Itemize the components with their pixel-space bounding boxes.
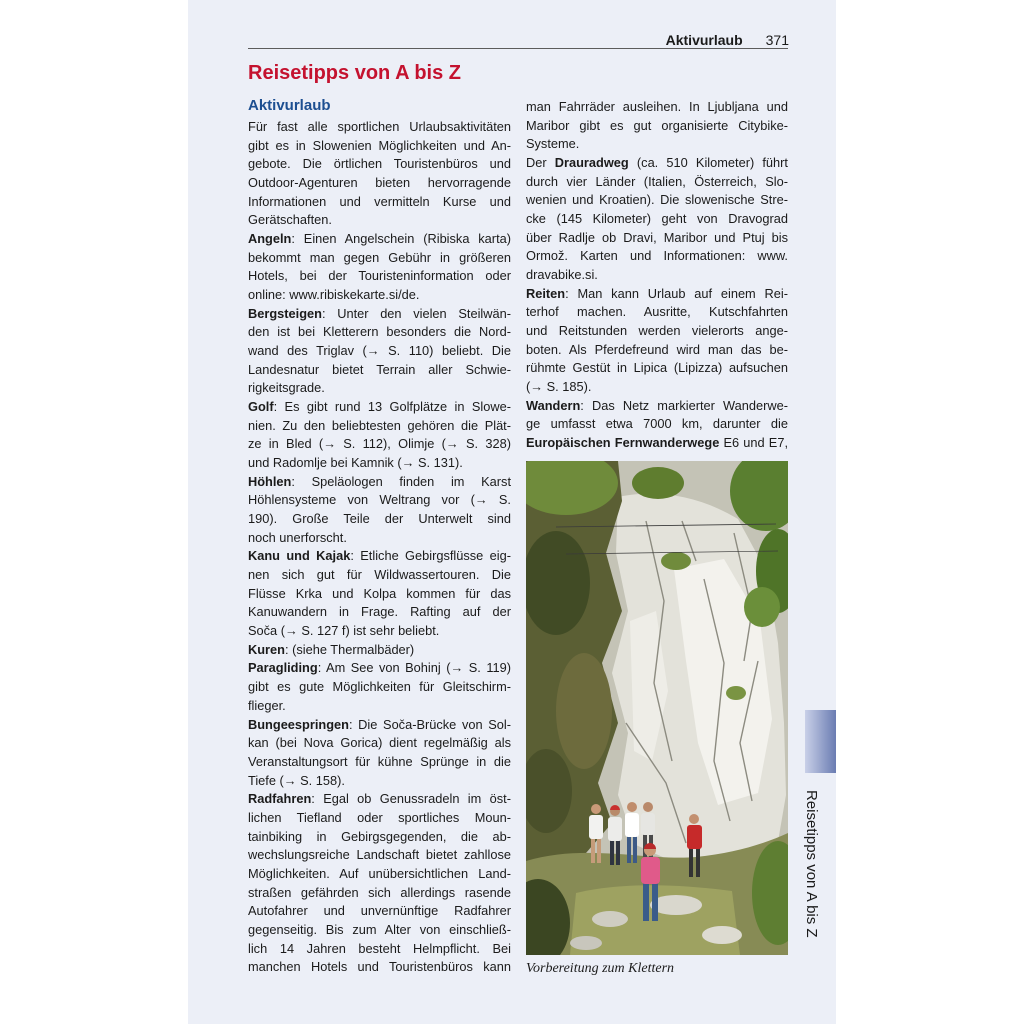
shrub-right xyxy=(744,587,780,627)
text-line xyxy=(248,547,511,566)
text-line: Kanuwandern in Frage. Rafting auf der xyxy=(248,604,511,620)
text-segment: E6 und E7, xyxy=(719,435,788,451)
text-line: Veranstaltungsort für kühne Sprünge in die xyxy=(248,753,511,769)
paragraph xyxy=(248,230,511,305)
text-segment: : Die Soča-Brücke von Sol- xyxy=(348,716,511,732)
text-line: terhof machen. Ausritte, Kutschfahrten xyxy=(526,304,788,320)
thumb-index-label: Reisetipps von A bis Z xyxy=(803,790,820,938)
text-segment: : Am See von Bohinj (→ S. 119) xyxy=(317,660,511,676)
moss-patch xyxy=(661,552,691,570)
climber-leg xyxy=(610,839,614,865)
climber-torso xyxy=(625,813,639,837)
paragraph xyxy=(526,98,788,154)
text-line: Tiefe (→ S. 158). xyxy=(248,772,345,788)
text-line: lich 14 Jahren besteht Helmpflicht. Bei xyxy=(248,940,511,956)
paragraph xyxy=(248,473,511,548)
text-line: Flüsse Krka und Kolpa kommen für das xyxy=(248,585,511,601)
text-line: tainbiking in Gebirgsgegenden, die ab- xyxy=(248,828,511,844)
paragraph xyxy=(526,285,788,397)
keyword-term: Golf xyxy=(248,399,274,415)
text-line: wenien und Kroatien). Die slowenische Stre- xyxy=(526,192,788,208)
text-line: den ist bei Kletterern besonders die Nord- xyxy=(248,324,511,340)
text-line: Soča (→ S. 127 f) ist sehr beliebt. xyxy=(248,623,440,639)
text-segment: : Speläologen finden im Karst xyxy=(291,473,511,489)
text-line: nen sich gut für Wildwassertouren. Die xyxy=(248,567,511,583)
text-line: gegenseitig. Bis zum Alter von einschließ- xyxy=(248,921,511,937)
thumb-index-tab xyxy=(805,710,836,773)
boulder xyxy=(702,926,742,944)
text-line: Höhlensysteme von Weltrang vor (→ S. xyxy=(248,492,511,508)
climber-leg xyxy=(652,881,658,921)
running-head-section: Aktivurlaub xyxy=(665,32,743,48)
climber-leg xyxy=(591,837,595,863)
text-line: rühmte Gestüt in Lipica (Lipizza) aufsuchen xyxy=(526,360,788,376)
text-line: dravabike.si. xyxy=(526,267,598,283)
text-line: ge umfasst etwa 7000 km, darunter die xyxy=(526,416,788,432)
text-segment: : (siehe Thermalbäder) xyxy=(284,641,415,657)
text-line: gibt es in Slowenien Möglichkeiten und An- xyxy=(248,137,511,153)
keyword-term: Drauradweg xyxy=(554,155,629,171)
text-line: Ormož. Karten und Informationen: www. xyxy=(526,248,788,264)
text-line: rigkeitsgrade. xyxy=(248,380,325,396)
right-text-column xyxy=(526,98,788,453)
text-segment: : Das Netz markierter Wanderwe- xyxy=(580,397,788,413)
text-line xyxy=(248,790,511,809)
text-segment: : Einen Angelschein (Ribiska karta) xyxy=(291,231,511,247)
climber-head xyxy=(643,802,653,812)
keyword-term: Bergsteigen xyxy=(248,305,322,321)
tree-canopy xyxy=(556,653,612,769)
text-segment: : Egal ob Genussradeln im öst- xyxy=(311,791,511,807)
text-line: Hotels, bei der Touristeninformation oder xyxy=(248,268,511,284)
climber-leg xyxy=(689,847,693,877)
keyword-term: Wandern xyxy=(526,397,581,413)
climber-head xyxy=(689,814,699,824)
text-line xyxy=(526,285,788,304)
text-line xyxy=(526,434,788,453)
header-rule xyxy=(248,48,788,49)
text-line: lichen Tiefland oder sportliches Moun- xyxy=(248,809,511,825)
climber-torso xyxy=(687,825,702,849)
paragraph xyxy=(248,790,511,977)
text-line: durch vier Länder (Italien, Österreich, Slo- xyxy=(526,173,788,189)
text-line: Systeme. xyxy=(526,136,580,152)
keyword-term: Kuren xyxy=(248,641,285,657)
paragraph xyxy=(248,305,511,398)
climbing-photo xyxy=(526,461,788,955)
climber-head xyxy=(591,804,601,814)
text-segment: : Unter den vielen Steilwän- xyxy=(321,305,511,321)
text-line: Maribor gibt es gut organisierte Citybike- xyxy=(526,117,788,133)
text-line xyxy=(248,230,511,249)
text-line xyxy=(526,154,788,173)
text-line: bekommt man gegen Gebühr in größeren xyxy=(248,249,511,265)
paragraph xyxy=(526,154,788,285)
text-line: man Fahrräder ausleihen. In Ljubljana und xyxy=(526,99,788,114)
text-line: 190). Große Teile der Unterwelt sind xyxy=(248,511,511,527)
text-line: wand des Triglav (→ S. 110) beliebt. Die xyxy=(248,343,511,359)
climber-torso xyxy=(589,815,603,839)
text-line xyxy=(526,397,788,416)
text-line: und Reitstunden werden vielerorts ange- xyxy=(526,323,788,339)
text-line: Outdoor-Agenturen bieten hervorragende xyxy=(248,175,511,191)
keyword-term: Bungeespringen xyxy=(248,716,349,732)
text-line: (→ S. 185). xyxy=(526,379,592,395)
paragraph xyxy=(248,118,511,230)
running-head xyxy=(666,31,789,49)
text-line: Gerätschaften. xyxy=(248,212,332,228)
text-line: Möglichkeiten. Auf unübersichtlichen Land- xyxy=(248,865,511,881)
text-line: straßen gefährden sich allerdings rasende xyxy=(248,884,511,900)
text-line xyxy=(248,305,511,324)
keyword-term: Höhlen xyxy=(248,473,292,489)
climber-torso xyxy=(608,817,622,841)
paragraph xyxy=(248,398,511,473)
text-line: cke (145 Kilometer) geht von Dravograd xyxy=(526,211,788,227)
climber-leg xyxy=(597,837,601,863)
text-line: wechslungsreiche Landschaft bietet zahllose xyxy=(248,847,511,863)
text-line: gebote. Die örtlichen Touristenbüros und xyxy=(248,156,511,172)
keyword-term: Kanu und Kajak xyxy=(248,548,351,564)
climber-leg xyxy=(643,881,649,921)
text-line: nien. Zu den beliebtesten gehören die Plät- xyxy=(248,417,511,433)
text-line: Autofahrer und unvernünftige Radfahrer xyxy=(248,903,511,919)
text-line: boten. Als Pferdefreund wird man das be- xyxy=(526,341,788,357)
text-line: gibt es gute Möglichkeiten für Gleitschirm- xyxy=(248,679,511,695)
boulder xyxy=(570,936,602,950)
climber-leg xyxy=(616,839,620,865)
paragraph xyxy=(248,716,511,791)
text-line: kan (bei Nova Gorica) dient regelmäßig als xyxy=(248,735,511,751)
text-line: über Radlje ob Dravi, Maribor und Ptuj bis xyxy=(526,229,788,245)
text-line xyxy=(248,716,511,735)
text-segment: : Es gibt rund 13 Golfplätze in Slowe- xyxy=(273,399,511,415)
paragraph xyxy=(248,641,511,660)
keyword-term: Europäischen Fernwanderwege xyxy=(526,435,720,451)
keyword-term: Angeln xyxy=(248,231,292,247)
boulder xyxy=(592,911,628,927)
section-heading: Aktivurlaub xyxy=(248,97,331,114)
text-line xyxy=(248,398,511,417)
text-line: Informationen und vermitteln Kurse und xyxy=(248,193,511,209)
paragraph xyxy=(526,397,788,453)
text-line xyxy=(248,659,511,678)
text-line: manchen Hotels und Touristenbüros kann xyxy=(248,959,511,975)
climber-leg xyxy=(633,835,637,863)
text-line xyxy=(248,641,511,660)
chapter-title: Reisetipps von A bis Z xyxy=(248,62,461,84)
text-segment: : Man kann Urlaub auf einem Rei- xyxy=(565,285,788,301)
text-segment: : Etliche Gebirgsflüsse eig- xyxy=(350,548,511,564)
text-segment: Der xyxy=(526,155,555,171)
text-line: noch unerforscht. xyxy=(248,529,347,545)
climber-leg xyxy=(696,847,700,877)
text-line: Für fast alle sportlichen Urlaubsaktivitäten xyxy=(248,119,511,134)
paragraph xyxy=(248,547,511,640)
text-line: Landesnatur bietet Terrain aller Schwie- xyxy=(248,361,511,377)
foliage-top-center xyxy=(632,467,684,499)
keyword-term: Reiten xyxy=(526,285,566,301)
climber-torso xyxy=(641,857,660,884)
text-line: flieger. xyxy=(248,697,286,713)
photo-caption: Vorbereitung zum Klettern xyxy=(526,961,675,976)
text-line xyxy=(248,473,511,492)
keyword-term: Radfahren xyxy=(248,791,312,807)
climber-leg xyxy=(627,835,631,863)
text-line: online: www.ribiskekarte.si/de. xyxy=(248,287,420,303)
text-line: ze in Bled (→ S. 112), Olimje (→ S. 328) xyxy=(248,436,511,452)
climber-torso xyxy=(641,813,655,835)
paragraph xyxy=(248,659,511,715)
text-line: und Radomlje bei Kamnik (→ S. 131). xyxy=(248,455,463,471)
left-text-column xyxy=(248,118,511,977)
keyword-term: Paragliding xyxy=(248,660,318,676)
text-segment: (ca. 510 Kilometer) führt xyxy=(628,155,788,171)
climber-head xyxy=(627,802,637,812)
page-number: 371 xyxy=(765,32,789,48)
moss-patch xyxy=(726,686,746,700)
